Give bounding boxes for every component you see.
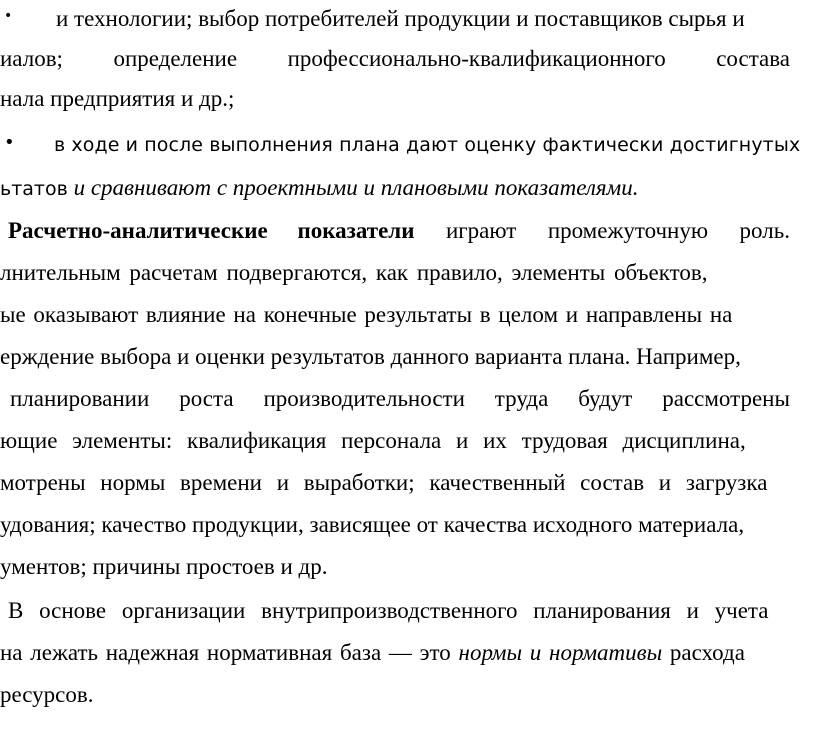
word: рассмотрены bbox=[662, 386, 790, 411]
text-line-16 bbox=[0, 638, 745, 668]
word: состава bbox=[716, 46, 790, 71]
word: производительности bbox=[263, 386, 465, 411]
text-line-13: удования; качество продукции, зависящее от качества исходного материала, bbox=[0, 512, 745, 537]
text-line-2 bbox=[0, 44, 790, 74]
word: иалов; bbox=[0, 46, 63, 71]
text-line-7: лнительным расчетам подвергаются, как правило, элементы объектов, bbox=[0, 260, 708, 285]
italic-phrase: и сравнивают с проектными и плановыми показателями. bbox=[67, 175, 639, 200]
word-fragment: ьтатов bbox=[0, 178, 68, 200]
text-line-15: В основе организации внутрипроизводственного планирования и учета bbox=[8, 598, 769, 623]
word: роль. bbox=[739, 218, 790, 243]
word: планировании bbox=[10, 386, 150, 411]
text-line-1: и технологии; выбор потребителей продукции и поставщиков сырья и bbox=[56, 6, 745, 31]
text-segment: на лежать надежная нормативная база — это bbox=[0, 640, 459, 665]
text-line-14: ументов; причины простоев и др. bbox=[0, 554, 328, 579]
word: будут bbox=[578, 386, 633, 411]
word: труда bbox=[494, 386, 549, 411]
italic-phrase: нормы и нормативы bbox=[458, 640, 663, 665]
word: роста bbox=[179, 386, 234, 411]
bold-term: Расчетно-аналитические показатели bbox=[8, 218, 415, 243]
bullet-marker: • bbox=[4, 132, 15, 153]
text-line-17: ресурсов. bbox=[0, 682, 94, 707]
text-line-10 bbox=[10, 384, 790, 414]
text-segment: расхода bbox=[662, 640, 745, 665]
word: профессионально-квалификационного bbox=[287, 46, 666, 71]
text-line-9: ерждение выбора и оценки результатов данного варианта плана. Например, bbox=[0, 344, 741, 369]
text-line-8: ые оказывают влияние на конечные результаты в целом и направлены на bbox=[0, 302, 733, 327]
text-line-5 bbox=[0, 173, 638, 204]
text-line-12: мотрены нормы времени и выработки; качественный состав и загрузка bbox=[0, 470, 768, 495]
text-line-6 bbox=[8, 216, 790, 246]
word: играют bbox=[445, 218, 517, 243]
text-line-4: в ходе и после выполнения плана дают оценку фактически достигнутых bbox=[54, 134, 801, 156]
text-line-11: ющие элементы: квалификация персонала и их трудовая дисциплина, bbox=[0, 428, 746, 453]
word: промежуточную bbox=[547, 218, 709, 243]
bullet-marker: • bbox=[4, 8, 13, 24]
word: определение bbox=[113, 46, 238, 71]
text-line-3: нала предприятия и др.; bbox=[0, 86, 235, 111]
